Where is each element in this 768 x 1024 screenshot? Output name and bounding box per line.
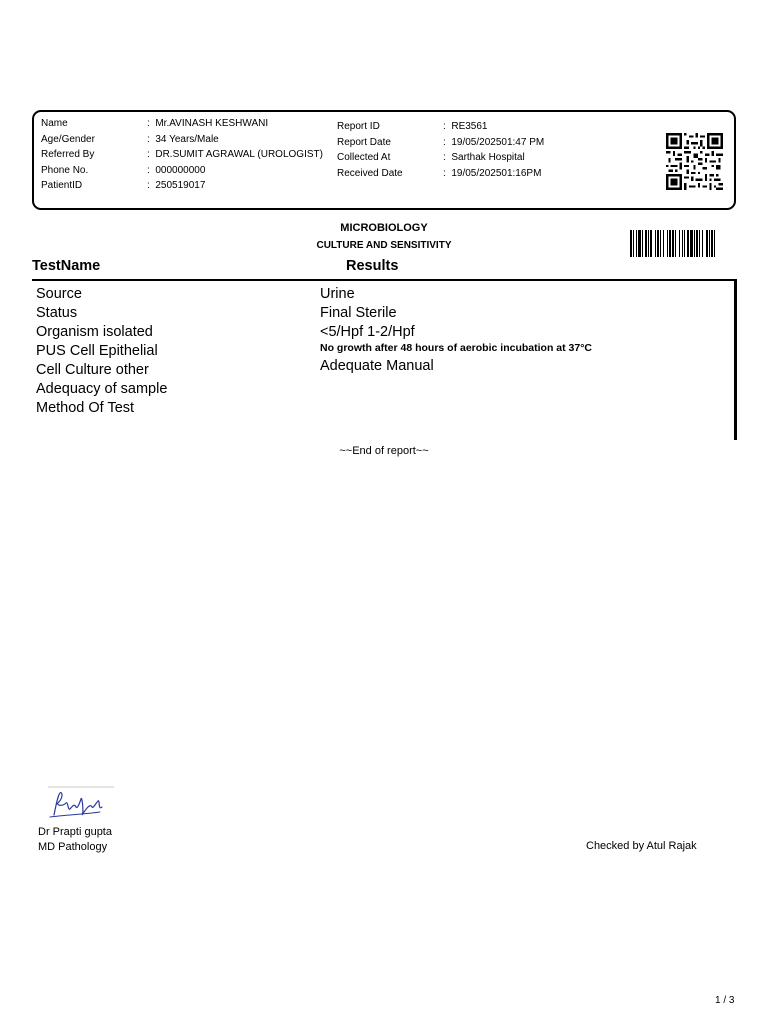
report-id: RE3561 — [451, 121, 488, 132]
patient-row-name — [41, 116, 68, 132]
patient-name: Mr.AVINASH KESHWANI — [155, 118, 269, 129]
end-of-report: ~~End of report~~ — [339, 445, 429, 457]
sep: : — [147, 149, 150, 160]
patient-row-referred — [41, 147, 94, 163]
patient-row-age — [41, 132, 95, 148]
sep: : — [147, 180, 150, 191]
field-label: Referred By — [41, 149, 95, 160]
report-date: 19/05/202501:47 PM — [451, 136, 545, 148]
signature-block — [38, 825, 112, 854]
patient-row-id — [41, 178, 82, 194]
sep: : — [147, 164, 150, 176]
field-label: PatientID — [41, 180, 83, 191]
received-date: 19/05/202501:16PM — [451, 167, 542, 179]
test-name-method: Method Of Test — [36, 400, 135, 416]
field-label: Age/Gender — [41, 133, 95, 145]
referred-by: DR.SUMIT AGRAWAL (UROLOGIST) — [155, 149, 323, 160]
result-status: Final Sterile — [320, 305, 397, 321]
result-culture-note: No growth after 48 hours of aerobic incubation at 37°C — [320, 342, 592, 354]
signature-icon — [46, 785, 116, 830]
collected-at: Sarthak Hospital — [451, 152, 525, 163]
phone-number: 000000000 — [155, 164, 206, 176]
patient-id: 250519017 — [155, 180, 206, 191]
signatory-name: Dr Prapti gupta — [38, 826, 112, 838]
sep: : — [443, 167, 446, 179]
sep: : — [443, 136, 446, 148]
test-name-pus-cell: PUS Cell Epithelial — [36, 343, 158, 359]
result-source: Urine — [320, 286, 355, 302]
test-name-adequacy: Adequacy of sample — [36, 381, 168, 397]
checked-by: Checked by Atul Rajak — [586, 840, 697, 852]
field-label: Name — [41, 118, 68, 129]
result-organism: <5/Hpf 1-2/Hpf — [320, 324, 415, 340]
test-title: CULTURE AND SENSITIVITY — [316, 240, 452, 251]
barcode-icon — [630, 230, 732, 262]
qr-code-icon — [666, 133, 723, 195]
test-name-list — [36, 285, 167, 418]
sep: : — [147, 118, 150, 129]
patient-row-phone — [41, 163, 88, 179]
table-right-border — [734, 280, 737, 440]
sep: : — [147, 133, 150, 145]
test-name-cell-culture: Cell Culture other — [36, 362, 149, 378]
test-name-status: Status — [36, 305, 78, 321]
department-title: MICROBIOLOGY — [340, 222, 428, 234]
field-label: Report Date — [337, 136, 391, 148]
test-name-source: Source — [36, 286, 82, 302]
results-list — [320, 285, 415, 342]
test-name-organism: Organism isolated — [36, 324, 153, 340]
signatory-qualification: MD Pathology — [38, 840, 108, 853]
field-label: Phone No. — [41, 164, 89, 176]
result-adequacy: Adequate Manual — [320, 358, 434, 374]
patient-age-gender: 34 Years/Male — [155, 133, 219, 145]
header-results: Results — [346, 258, 399, 274]
page-number: 1 / 3 — [715, 995, 735, 1006]
header-test-name: TestName — [32, 258, 101, 274]
field-label: Received Date — [337, 167, 403, 179]
sep: : — [443, 121, 446, 132]
field-label: Report ID — [337, 121, 380, 132]
header-divider — [32, 279, 737, 281]
field-label: Collected At — [337, 152, 391, 163]
sep: : — [443, 152, 446, 163]
